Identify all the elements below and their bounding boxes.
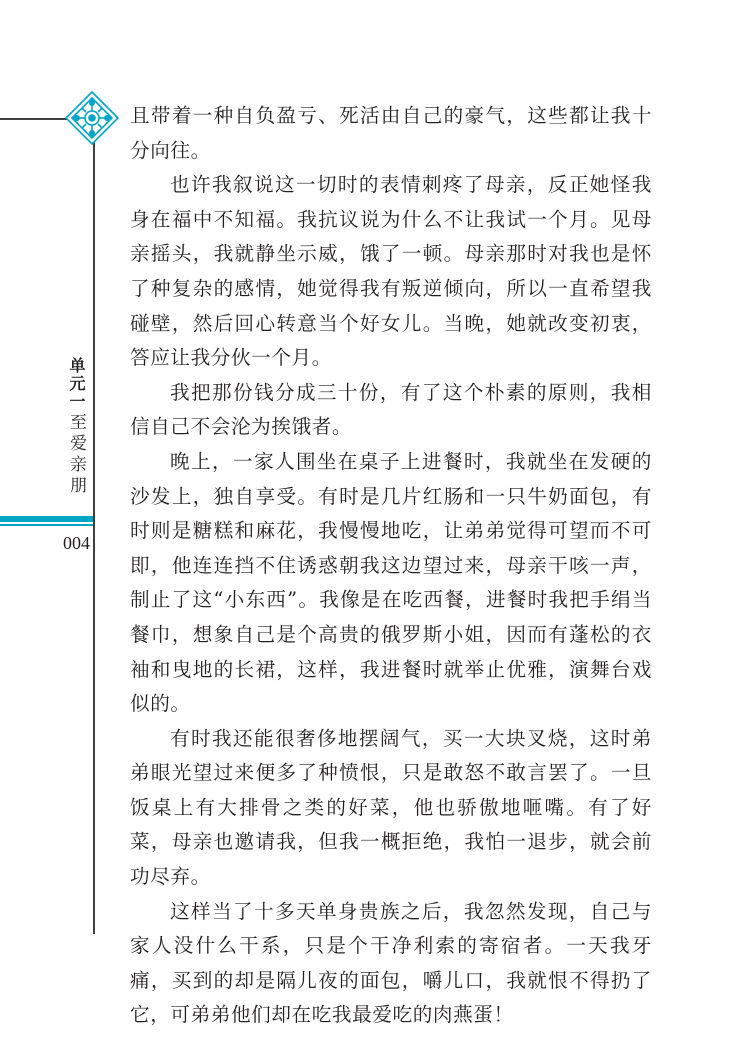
paragraph: 也许我叙说这一切时的表情刺疼了母亲，反正她怪我身在福中不知福。我抗议说为什么不让我试一个月。见母亲摇头，我就静坐示威，饿了一顿。母亲那时对我也是怀了种复杂的感情，她觉得我有叛逆倾向，所以一直希望我碰壁，然后回心转意当个好女儿。当晚，她就改变初衷，答应让我分伙一个月。 — [130, 173, 652, 370]
unit-label: 单元一 — [67, 357, 86, 411]
paragraph: 我把那份钱分成三十份，有了这个朴素的原则，我相信自己不会沦为挨饿者。 — [130, 380, 652, 439]
snowflake-ornament-icon — [64, 90, 120, 146]
unit-title: 至爱亲朋 — [66, 413, 86, 497]
paragraph: 且带着一种自负盈亏、死活由自己的豪气，这些都让我十分向往。 — [130, 104, 652, 162]
paragraph: 有时我还能很奢侈地摆阔气，买一大块叉烧，这时弟弟眼光望过来便多了种愤恨，只是敢怒不敢言罢了。一旦饭桌上有大排骨之类的好菜，他也骄傲地咂嘴。有了好菜，母亲也邀请我，但我一概拒绝，我怕一退步，就会前功尽弃。 — [130, 726, 652, 889]
body-text — [130, 99, 652, 1033]
paragraph: 晚上，一家人围坐在桌子上进餐时，我就坐在发硬的沙发上，独自享受。有时是几片红肠和一只牛奶面包，有时则是糖糕和麻花，我慢慢地吃，让弟弟觉得可望而不可即，他连连挡不住诱惑朝我这边望过来，母亲干咳一声，制止了这“小东西”。我像是在吃西餐，进餐时我把手绢当餐巾，想象自己是个高贵的俄罗斯小姐，因而有蓬松的衣袖和曳地的长裙，这样，我进餐时就举止优雅，演舞台戏似的。 — [130, 449, 652, 716]
accent-bar-thin — [0, 524, 93, 526]
page-number: 004 — [63, 533, 90, 553]
margin-rule-vertical — [93, 136, 95, 934]
paragraph: 这样当了十多天单身贵族之后，我忽然发现，自己与家人没什么干系，只是个干净利索的寄宿者。一天我牙痛，买到的却是隔儿夜的面包，嚼儿口，我就恨不得扔了它，可弟弟他们却在吃我最爱吃的肉燕蛋！ — [130, 899, 652, 1027]
accent-bar — [0, 516, 93, 522]
